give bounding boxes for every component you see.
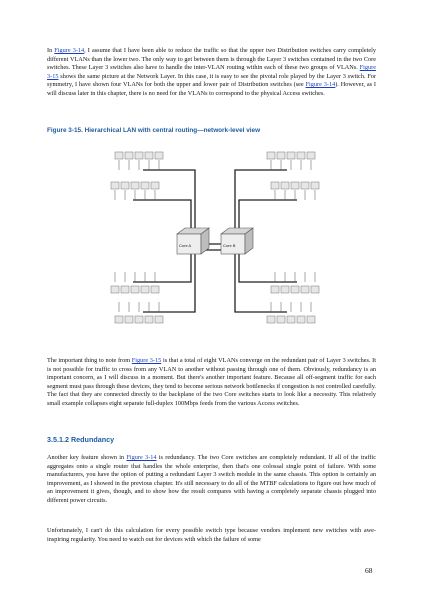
core-switch-a (177, 228, 209, 254)
core-switch-a-label: Core A (179, 243, 192, 248)
text-run: Unfortunately, I can't do this calculation for every possible switch type because vendors implement new switches with awe-inspiring regularity. You need to watch out for devices with which the failure of some (47, 527, 376, 543)
text-run: The important thing to note from (47, 357, 132, 364)
core-switch-b (221, 228, 253, 254)
paragraph-redundancy (47, 454, 376, 506)
section-heading: 3.5.1.2 Redundancy (47, 435, 115, 444)
figure-link[interactable]: Figure 3-14 (54, 47, 85, 54)
text-run: shows the same picture at the Network Layer. In this case, it is easy to see the pivotal role played by the Layer 3 switch. For symmetry, I have shown four VLANs for both the upper and lower pair of Distribution switches (see (47, 72, 376, 89)
figure-link[interactable]: Figure 3-14 (126, 454, 157, 461)
paragraph-eight-vlans (47, 357, 376, 409)
page-number: 68 (365, 566, 373, 575)
figure-link[interactable]: Figure 3-15 (131, 357, 162, 364)
text-run: is that a total of eight VLANs converge on the redundant pair of Layer 3 switches. It is not possible for traffic to cross from any VLAN to another without passing through one of them. Obviously, redundancy is an important concern, as I will discuss in a moment. But there's another important feature. Because all off-segment traffic for each segment must pass through these devices, they tend to become serious network bottlenecks if congestion is not controlled carefully. The fact that they are connected directly to the backplane of the two Core switches starts to look like a necessity. This relatively small example collapses eight separate full-duplex 100Mbps feeds from the various Access switches. (47, 357, 377, 407)
core-switch-b-label: Core B (223, 243, 236, 248)
network-diagram (105, 142, 325, 347)
figure-caption: Figure 3-15. Hierarchical LAN with central routing—network-level view (47, 127, 261, 134)
text-run: In (47, 47, 55, 54)
figure-link[interactable]: Figure 3-15 (47, 64, 376, 80)
paragraph-calculation (47, 527, 376, 544)
text-run: Another key feature shown in (47, 454, 127, 461)
text-run: ). However, as I will discuss later in this chapter, there is no need for the VLANs to correspond to the physical Access switches. (47, 81, 376, 97)
figure-link[interactable]: Figure 3-14 (305, 81, 336, 89)
paragraph-intro (47, 47, 376, 99)
workstation-icons (111, 152, 319, 323)
text-run: is redundancy. The two Core switches are completely redundant. If all of the traffic aggregates onto a single router that handles the whole enterprise, then that's one colossal single point of failure. With some manufacturers, you have the option of putting a redundant Layer 3 switch module in the same chassis. This option is certainly an improvement, as I showed in the previous chapter. It's still necessary to do all of the MTBF calculations to figure out how much of an improvement it gives, though, and to show how the result compares with having a completely separate chassis plugged into different power circuits. (47, 454, 376, 504)
text-run: , I assume that I have been able to reduce the traffic so that the upper two Distribution switches carry completely different VLANs than the lower two. The only way to get between them is through the Layer 3 switches contained in the two Core switches. These Layer 3 switches also have to handle the inter-VLAN routing within each of these two groups of VLANs. (47, 47, 377, 72)
